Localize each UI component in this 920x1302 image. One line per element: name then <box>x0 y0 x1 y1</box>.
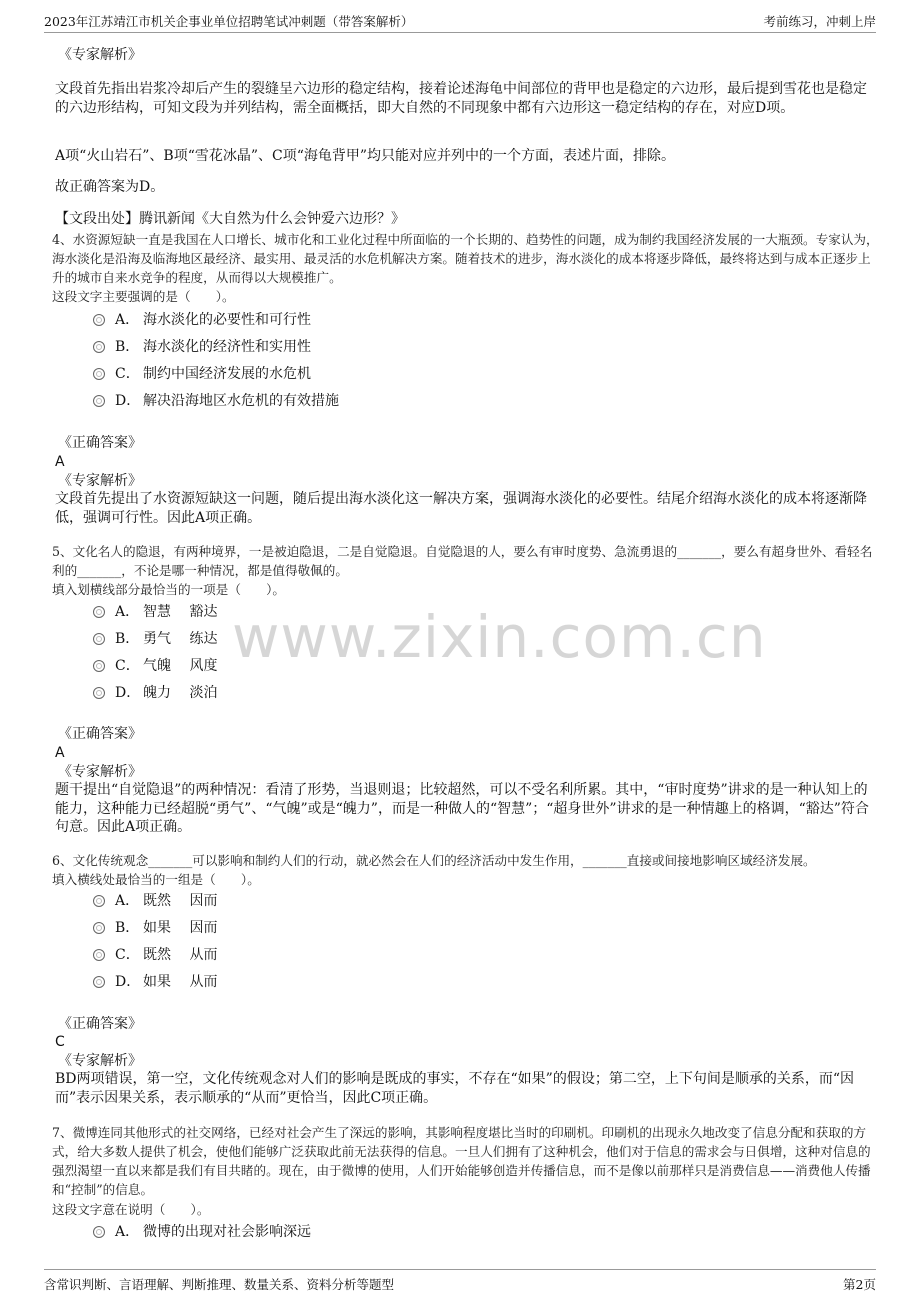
footer-topics: 含常识判断、言语理解、判断推理、数量关系、资料分析等题型 <box>44 1277 395 1292</box>
passage-source: 【文段出处】腾讯新闻《大自然为什么会钟爱六边形？》 <box>55 211 405 227</box>
correct-answer-label: 《正确答案》 <box>58 1016 142 1032</box>
question-7-stem: 7、微博连同其他形式的社交网络，已经对社会产生了深远的影响，其影响程度堪比当时的印刷机。印刷机的出现永久地改变了信息分配和获取的方式，给大多数人提供了机会，使他们能够广泛获取此前无法获得的信息。一旦人们拥有了这种机会，他们对于信息的需求会与日俱增，这种对信息的强烈渴望一直以来都是我们有目共睹的。现在，由于微博的使用，人们开始能够创造并传播信息，而不是像以前那样只是消费信息——消费他人传播和“控制”的信息。 <box>52 1125 871 1197</box>
radio-icon[interactable] <box>93 895 105 907</box>
radio-icon[interactable] <box>93 687 105 699</box>
question-7-prompt: 这段文字意在说明（ ）。 <box>52 1202 210 1217</box>
q5-option-a[interactable]: A． 智慧 豁达 <box>93 602 217 622</box>
analysis-paragraph: A项“火山岩石”、B项“雪花冰晶”、C项“海龟背甲”均只能对应并列中的一个方面，表述片面，排除。 <box>55 148 676 164</box>
q7-option-a[interactable]: A． 微博的出现对社会影响深远 <box>93 1222 311 1242</box>
question-6-stem: 6、文化传统观念_______可以影响和制约人们的行动，就必然会在人们的经济活动中发生作用，_______直接或间接地影响区域经济发展。 <box>52 853 816 868</box>
q4-option-b[interactable]: B． 海水淡化的经济性和实用性 <box>93 337 311 357</box>
document-title: 2023年江苏靖江市机关企事业单位招聘笔试冲刺题（带答案解析） <box>44 14 414 29</box>
q6-option-b[interactable]: B． 如果 因而 <box>93 918 217 938</box>
expert-analysis-label: 《专家解析》 <box>58 473 142 489</box>
radio-icon[interactable] <box>93 976 105 988</box>
expert-analysis-label: 《专家解析》 <box>58 1053 142 1069</box>
q4-option-d[interactable]: D． 解决沿海地区水危机的有效措施 <box>93 391 339 411</box>
question-5-stem: 5、文化名人的隐退，有两种境界，一是被迫隐退，二是自觉隐退。自觉隐退的人，要么有审时度势、急流勇退的_______，要么有超身世外、看轻名利的_______，不论是哪一种情况，都是值得敬佩的。 <box>52 544 873 578</box>
correct-answer: A <box>55 745 65 761</box>
analysis-paragraph: BD两项错误，第一空，文化传统观念对人们的影响是既成的事实，不存在“如果”的假设；第二空，上下句间是顺承的关系，而“因而”表示因果关系，表示顺承的“从而”更恰当，因此C项正确。 <box>55 1071 854 1106</box>
question-5-prompt: 填入划横线部分最恰当的一项是（ ）。 <box>52 582 285 597</box>
radio-icon[interactable] <box>93 606 105 618</box>
page-number: 第2页 <box>843 1277 876 1292</box>
watermark: www.zixin.com.cn <box>232 603 767 671</box>
question-4-prompt: 这段文字主要强调的是（ ）。 <box>52 289 235 304</box>
q5-option-d[interactable]: D． 魄力 淡泊 <box>93 683 217 703</box>
analysis-paragraph: 文段首先指出岩浆冷却后产生的裂缝呈六边形的稳定结构，接着论述海龟中间部位的背甲也是稳定的六边形，最后提到雪花也是稳定的六边形结构，可知文段为并列结构，需全面概括，即大自然的不同现象中都有六边形这一稳定结构的存在，对应D项。 <box>55 81 867 116</box>
q6-option-c[interactable]: C． 既然 从而 <box>93 945 217 965</box>
q4-option-a[interactable]: A． 海水淡化的必要性和可行性 <box>93 310 311 330</box>
page-footer <box>44 1269 876 1296</box>
header-slogan: 考前练习，冲刺上岸 <box>763 14 876 29</box>
analysis-paragraph: 文段首先提出了水资源短缺这一问题，随后提出海水淡化这一解决方案，强调海水淡化的必要性。结尾介绍海水淡化的成本将逐渐降低，强调可行性。因此A项正确。 <box>55 491 867 526</box>
radio-icon[interactable] <box>93 395 105 407</box>
radio-icon[interactable] <box>93 368 105 380</box>
expert-analysis-label: 《专家解析》 <box>58 764 142 780</box>
q5-option-c[interactable]: C． 气魄 风度 <box>93 656 217 676</box>
q5-option-b[interactable]: B． 勇气 练达 <box>93 629 217 649</box>
radio-icon[interactable] <box>93 633 105 645</box>
radio-icon[interactable] <box>93 341 105 353</box>
correct-answer-label: 《正确答案》 <box>58 726 142 742</box>
correct-answer: C <box>55 1034 65 1050</box>
radio-icon[interactable] <box>93 660 105 672</box>
correct-answer-label: 《正确答案》 <box>58 435 142 451</box>
radio-icon[interactable] <box>93 314 105 326</box>
expert-analysis-label: 《专家解析》 <box>58 47 142 63</box>
question-6-prompt: 填入横线处最恰当的一组是（ ）。 <box>52 872 260 887</box>
q4-option-c[interactable]: C． 制约中国经济发展的水危机 <box>93 364 311 384</box>
analysis-conclusion: 故正确答案为D。 <box>55 179 165 195</box>
radio-icon[interactable] <box>93 1226 105 1238</box>
question-4-stem: 4、水资源短缺一直是我国在人口增长、城市化和工业化过程中所面临的一个长期的、趋势性的问题，成为制约我国经济发展的一大瓶颈。专家认为，海水淡化是沿海及临海地区最经济、最实用、最灵活的水危机解决方案。随着技术的进步，海水淡化的成本将逐步降低，最终将达到与成本正逐步上升的城市自来水竞争的程度，从而得以大规模推广。 <box>52 232 879 285</box>
page-header <box>44 8 876 33</box>
analysis-paragraph: 题干提出“自觉隐退”的两种情况：看清了形势，当退则退；比较超然，可以不受名利所累。其中，“审时度势”讲求的是一种认知上的能力，这种能力已经超脱“勇气”、“气魄”或是“魄力”，而是一种做人的“智慧”；“超身世外”讲求的是一种情趣上的格调，“豁达”符合句意。因此A项正确。 <box>55 782 869 835</box>
radio-icon[interactable] <box>93 949 105 961</box>
q6-option-d[interactable]: D． 如果 从而 <box>93 972 217 992</box>
q6-option-a[interactable]: A． 既然 因而 <box>93 891 217 911</box>
radio-icon[interactable] <box>93 922 105 934</box>
correct-answer: A <box>55 454 65 470</box>
